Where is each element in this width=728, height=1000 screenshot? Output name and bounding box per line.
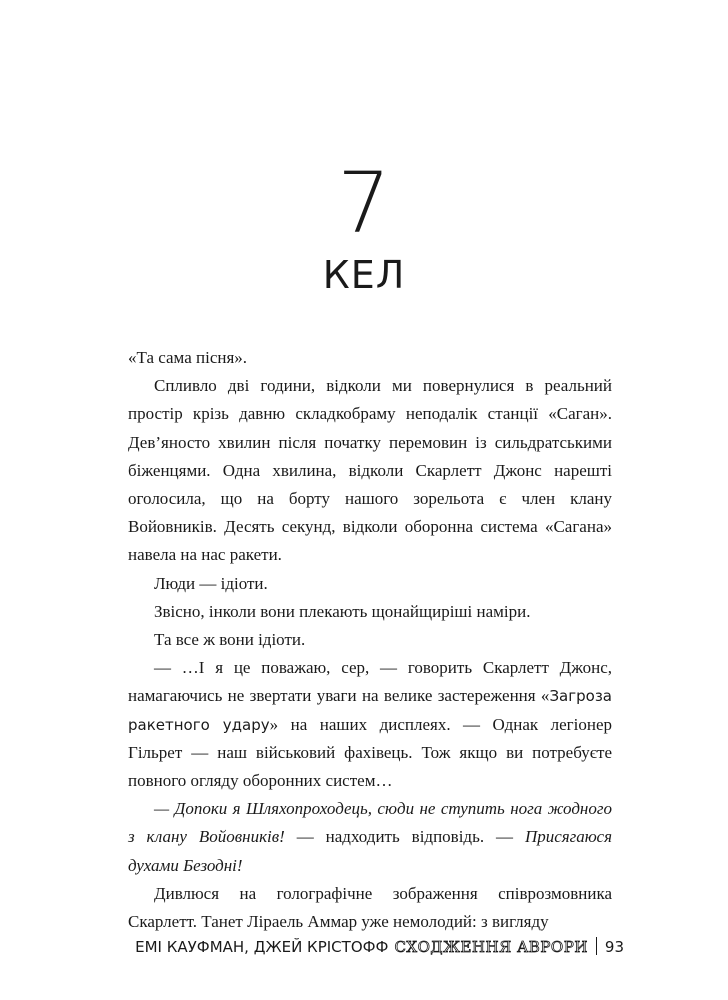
page-footer — [135, 937, 624, 957]
chapter-number: 7 — [337, 154, 391, 252]
footer-separator — [596, 937, 597, 955]
paragraph — [128, 795, 612, 880]
paragraph: «Та сама пісня». — [128, 348, 248, 367]
paragraph: Звісно, інколи вони плекають щонайщиріші наміри. — [154, 601, 531, 621]
paragraph: Та все ж вони ідіоти. — [154, 630, 306, 650]
chapter-title: КЕЛ — [322, 253, 406, 297]
paragraph: Дивлюся на голографічне зображення співрозмовника Скарлетт. Танет Ліраель Аммар уже немолодий: з вигляду — [128, 883, 612, 932]
footer-authors: ЕМІ КАУФМАН, ДЖЕЙ КРІСТОФФ — [135, 938, 389, 956]
page-number: 93 — [604, 938, 624, 956]
body-text — [128, 344, 612, 936]
paragraph: Спливло дві години, відколи ми повернулися в реальний простір крізь давню складкобраму неподалік станції «Саган». Дев’яносто хвилин після початку перемовин із сильдратськими біженцями. Одна хвилина, відколи Скарлетт Джонс нарешті оголосила, що на борту нашого зорельота є член клану Войовників. Десять секунд, відколи оборонна система «Сагана» навела на нас ракети. — [128, 376, 612, 565]
italic-dialogue: Присягаюся духами Безодні! — [128, 827, 613, 875]
display-warning-text: Загроза ракетного удару — [128, 687, 612, 734]
footer-book-title: СХОДЖЕННЯ АВРОРИ — [394, 938, 588, 956]
paragraph — [128, 654, 612, 795]
dialogue-text: — …І я це поважаю, сер, — говорить Скарлетт Джонс, намагаючись не звертати уваги на велике застереження « — [128, 658, 612, 706]
dialogue-text: » на наших дисплеях. — Однак легіонер Гільрет — наш військовий фахівець. Тож якщо ви потребуєте повного огляду оборонних систем… — [128, 714, 613, 791]
italic-dialogue: — Допоки я Шляхопроходець, сюди не ступить нога жодного з клану Войовників! — [128, 799, 612, 847]
narration-text: — надходить відповідь. — — [284, 827, 525, 847]
paragraph: Люди — ідіоти. — [154, 573, 268, 593]
